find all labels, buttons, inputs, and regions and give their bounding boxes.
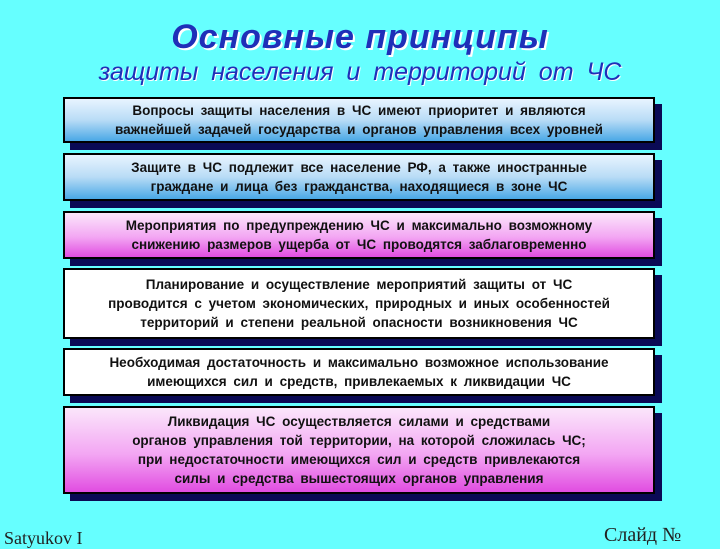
principle-2-line-1: Защите в ЧС подлежит все население РФ, а также иностранные	[131, 160, 587, 175]
principle-4-line-2: проводится с учетом экономических, природных и иных особенностей	[108, 296, 610, 311]
principle-6-line-4: силы и средства вышестоящих органов управления	[174, 471, 544, 486]
principle-box-4	[63, 268, 655, 339]
principle-box-2	[63, 153, 655, 201]
principle-5-line-1: Необходимая достаточность и максимально возможное использование	[109, 355, 609, 370]
principle-1-line-1: Вопросы защиты населения в ЧС имеют приоритет и являются	[132, 103, 586, 118]
principle-4-line-3: территорий и степени реальной опасности возникновения ЧС	[140, 315, 578, 330]
slide-title: Основные принципы	[171, 18, 549, 56]
slide-subtitle: защиты населения и территорий от ЧС	[98, 58, 622, 86]
principle-3-line-1: Мероприятия по предупреждению ЧС и максимально возможному	[125, 218, 593, 233]
principle-6-line-3: при недостаточности имеющихся сил и средств привлекаются	[137, 452, 581, 467]
principle-4-line-1: Планирование и осуществление мероприятий защиты от ЧС	[145, 277, 573, 292]
principle-box-5	[63, 348, 655, 396]
principle-6-line-2: органов управления той территории, на которой сложилась ЧС;	[132, 433, 586, 448]
principle-box-6	[63, 406, 655, 494]
slide-number-footer: Слайд №	[604, 524, 682, 546]
principle-1-line-2: важнейшей задачей государства и органов управления всех уровней	[115, 122, 603, 137]
principle-2-line-2: граждане и лица без гражданства, находящиеся в зоне ЧС	[150, 179, 568, 194]
principle-box-1	[63, 97, 655, 143]
principle-box-3	[63, 211, 655, 259]
principle-5-line-2: имеющихся сил и средств, привлекаемых к ликвидации ЧС	[147, 374, 571, 389]
author-footer: Satyukov I	[4, 528, 83, 548]
principle-3-line-2: снижению размеров ущерба от ЧС проводятся заблаговременно	[131, 237, 587, 252]
principle-6-line-1: Ликвидация ЧС осуществляется силами и средствами	[167, 414, 551, 429]
